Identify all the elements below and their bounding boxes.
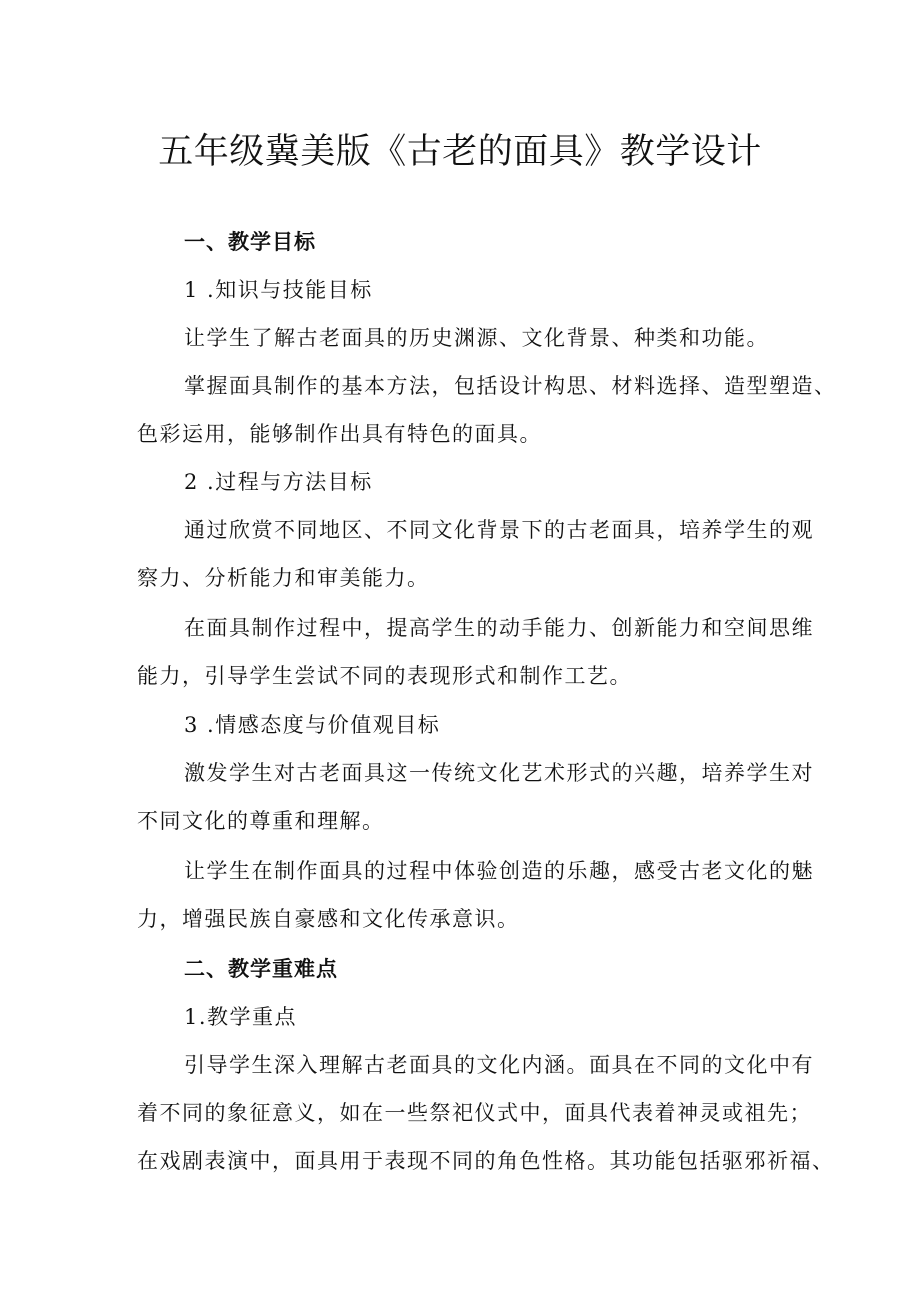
paragraph-line: 让学生了解古老面具的历史渊源、文化背景、种类和功能。 [184, 326, 769, 350]
paragraph-line: 察力、分析能力和审美能力。 [137, 566, 430, 590]
paragraph-line: 通过欣赏不同地区、不同文化背景下的古老面具，培养学生的观 [184, 518, 814, 542]
paragraph-line: 不同文化的尊重和理解。 [137, 809, 385, 833]
paragraph-line: 着不同的象征意义，如在一些祭祀仪式中，面具代表着神灵或祖先； [137, 1101, 812, 1125]
section-heading-teaching-objectives: 一、教学目标 [184, 230, 316, 254]
section-heading-key-difficult-points: 二、教学重难点 [184, 957, 338, 981]
paragraph-line: 在戏剧表演中，面具用于表现不同的角色性格。其功能包括驱邪祈福、 [137, 1149, 835, 1173]
paragraph [0, 314, 920, 362]
paragraph [0, 604, 920, 700]
paragraph-line: 让学生在制作面具的过程中体验创造的乐趣，感受古老文化的魅 [184, 859, 814, 883]
paragraph-line: 激发学生对古老面具这一传统文化艺术形式的兴趣，培养学生对 [184, 761, 814, 785]
paragraph-line: 引导学生深入理解古老面具的文化内涵。面具在不同的文化中有 [184, 1053, 814, 1077]
paragraph [0, 506, 920, 602]
subsection-heading-knowledge-skills: 1 .知识与技能目标 [184, 278, 373, 302]
paragraph [0, 1041, 920, 1185]
paragraph [0, 847, 920, 943]
subsection-heading-emotion-values: 3 .情感态度与价值观目标 [184, 713, 441, 737]
paragraph-line: 在面具制作过程中，提高学生的动手能力、创新能力和空间思维 [184, 616, 814, 640]
paragraph-line: 力，增强民族自豪感和文化传承意识。 [137, 907, 520, 931]
document-title: 五年级冀美版《古老的面具》教学设计 [158, 132, 762, 172]
subsection-heading-process-method: 2 .过程与方法目标 [184, 470, 373, 494]
paragraph [0, 749, 920, 845]
paragraph-line: 色彩运用，能够制作出具有特色的面具。 [137, 422, 542, 446]
paragraph [0, 362, 920, 458]
paragraph-line: 掌握面具制作的基本方法，包括设计构思、材料选择、造型塑造、 [184, 374, 837, 398]
subsection-heading-key-points: 1.教学重点 [184, 1005, 298, 1029]
paragraph-line: 能力，引导学生尝试不同的表现形式和制作工艺。 [137, 664, 632, 688]
